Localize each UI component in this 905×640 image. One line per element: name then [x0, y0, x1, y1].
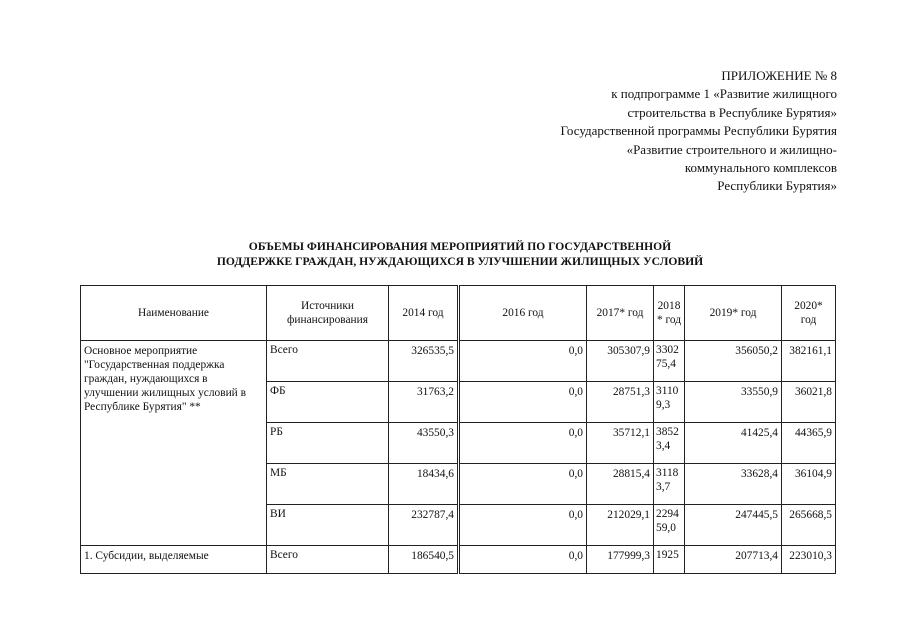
value-2020: 265668,5 [782, 505, 836, 546]
value-2020: 44365,9 [782, 423, 836, 464]
value-2014: 232787,4 [389, 505, 459, 546]
value-2020: 36021,8 [782, 382, 836, 423]
value-2018: 1925 [654, 546, 685, 574]
table-row [81, 341, 836, 382]
header-source: Источники финансирования [267, 286, 389, 341]
value-2018: 229459,0 [654, 505, 685, 546]
value-2019: 356050,2 [685, 341, 782, 382]
value-2016: 0,0 [459, 464, 587, 505]
value-2019: 247445,5 [685, 505, 782, 546]
value-2018: 38523,4 [654, 423, 685, 464]
header-2017: 2017* год [587, 286, 654, 341]
appendix-line: строительства в Республике Бурятия» [627, 104, 837, 120]
value-2016: 0,0 [459, 382, 587, 423]
value-2016: 0,0 [459, 341, 587, 382]
title-line-1: ОБЪЕМЫ ФИНАНСИРОВАНИЯ МЕРОПРИЯТИЙ ПО ГОСУДАРСТВЕННОЙ [248, 240, 672, 253]
value-2016: 0,0 [459, 423, 587, 464]
value-2016: 0,0 [459, 546, 587, 574]
value-2016: 0,0 [459, 505, 587, 546]
value-2018: 31109,3 [654, 382, 685, 423]
appendix-block [561, 67, 837, 196]
value-2020: 382161,1 [782, 341, 836, 382]
value-2020: 223010,3 [782, 546, 836, 574]
appendix-line: коммунального комплексов [684, 160, 837, 176]
value-2019: 207713,4 [685, 546, 782, 574]
value-2019: 33550,9 [685, 382, 782, 423]
source-cell: РБ [267, 423, 389, 464]
value-2017: 28815,4 [587, 464, 654, 505]
appendix-line: Государственной программы Республики Бурятия [560, 123, 837, 139]
header-name: Наименование [81, 286, 267, 341]
value-2017: 28751,3 [587, 382, 654, 423]
main-event-name: Основное мероприятие "Государственная поддержка граждан, нуждающихся в улучшении жилищных условий в Республике Бурятия" ** [81, 341, 267, 546]
document-title [80, 239, 840, 269]
value-2017: 177999,3 [587, 546, 654, 574]
value-2018: 31183,7 [654, 464, 685, 505]
source-cell: МБ [267, 464, 389, 505]
source-cell: Всего [267, 546, 389, 574]
value-2014: 326535,5 [389, 341, 459, 382]
source-cell: ВИ [267, 505, 389, 546]
source-cell: Всего [267, 341, 389, 382]
value-2017: 35712,1 [587, 423, 654, 464]
value-2014: 186540,5 [389, 546, 459, 574]
header-2016: 2016 год [459, 286, 587, 341]
header-2018: 2018 * год [654, 286, 685, 341]
header-2014: 2014 год [389, 286, 459, 341]
value-2020: 36104,9 [782, 464, 836, 505]
title-line-2: ПОДДЕРЖКЕ ГРАЖДАН, НУЖДАЮЩИХСЯ В УЛУЧШЕНИИ ЖИЛИЩНЫХ УСЛОВИЙ [216, 255, 704, 268]
header-row [81, 286, 836, 341]
value-2014: 31763,2 [389, 382, 459, 423]
value-2014: 43550,3 [389, 423, 459, 464]
table-row [81, 546, 836, 574]
value-2019: 33628,4 [685, 464, 782, 505]
value-2018: 330275,4 [654, 341, 685, 382]
appendix-line: к подпрограмме 1 «Развитие жилищного [611, 86, 837, 102]
value-2014: 18434,6 [389, 464, 459, 505]
header-2019: 2019* год [685, 286, 782, 341]
value-2017: 212029,1 [587, 505, 654, 546]
appendix-line: ПРИЛОЖЕНИЕ № 8 [721, 68, 837, 83]
value-2017: 305307,9 [587, 341, 654, 382]
value-2019: 41425,4 [685, 423, 782, 464]
appendix-line: «Развитие строительного и жилищно- [626, 141, 837, 157]
sub1-name: 1. Субсидии, выделяемые [81, 546, 267, 574]
financing-table [80, 285, 836, 574]
source-cell: ФБ [267, 382, 389, 423]
header-2020: 2020* год [782, 286, 836, 341]
appendix-line: Республики Бурятия» [717, 178, 837, 194]
